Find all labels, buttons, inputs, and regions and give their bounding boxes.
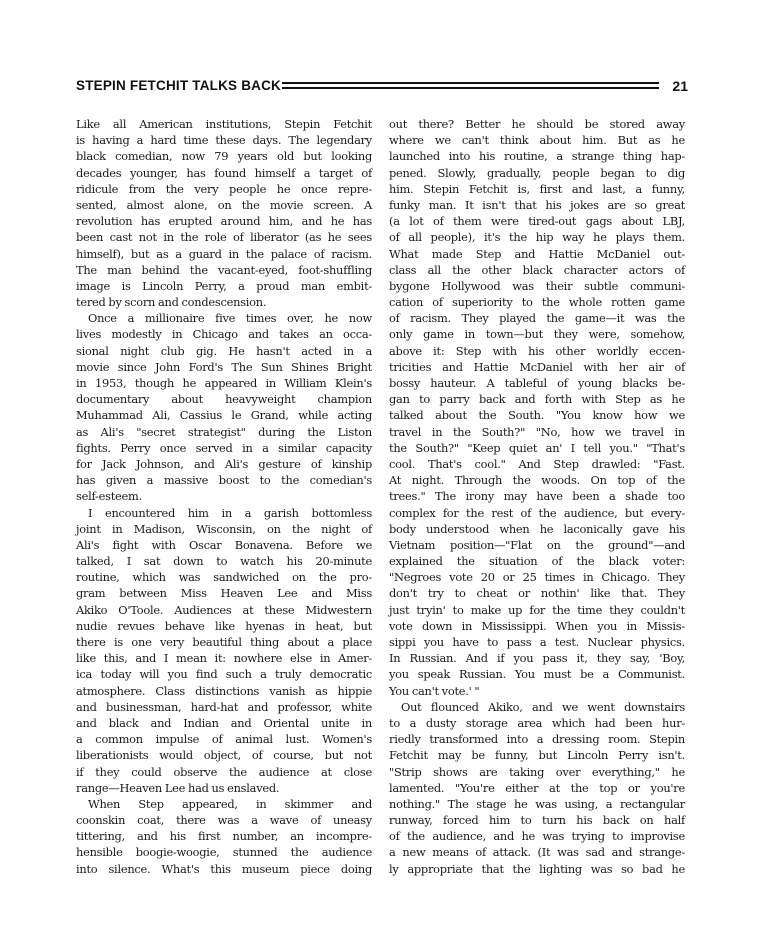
text-line: pened. Slowly, gradually, people began to dig	[389, 165, 685, 180]
header-double-rule	[282, 81, 659, 91]
text-line: talked, I sat down to watch his 20-minute	[76, 554, 372, 569]
text-line: tricities and Hattie McDaniel with her air of	[389, 359, 685, 374]
text-line: there is one very beautiful thing about a place	[76, 635, 372, 649]
header-rule-top	[282, 82, 659, 84]
text-line: I encountered him in a garish bottomless	[88, 505, 372, 520]
text-line: joint in Madison, Wisconsin, on the night of	[76, 521, 372, 536]
text-line: lamented. "You're either at the top or you're	[389, 780, 685, 795]
text-line: self-esteem.	[76, 489, 142, 504]
text-line: image is Lincoln Perry, a proud man embit-	[76, 278, 372, 293]
text-line: out there? Better he should be stored away	[389, 117, 685, 131]
text-line: talked about the South. "You know how we	[389, 408, 685, 423]
text-line: the South?" "Keep quiet an' I tell you." "That's	[389, 440, 685, 455]
text-line: in 1953, though he appeared in William Klein's	[76, 376, 372, 390]
text-line: routine, which was sandwiched on the pro-	[76, 570, 372, 585]
text-line: Muhammad Ali, Cassius le Grand, while acting	[76, 408, 372, 423]
text-line: a common impulse of animal lust. Women's	[76, 732, 372, 747]
text-line: explained the situation of the black voter:	[389, 554, 685, 569]
text-line: class all the other black character actors of	[389, 262, 685, 277]
text-line: runway, forced him to turn his back on half	[389, 813, 685, 828]
text-line: gram between Miss Heaven Lee and Miss	[76, 586, 372, 601]
text-line: him. Stepin Fetchit is, first and last, a funny,	[389, 181, 685, 196]
text-line: coonskin coat, there was a wave of uneasy	[76, 813, 372, 828]
text-line: At night. Through the woods. On top of the	[389, 473, 685, 488]
text-line: Vietnam position—"Flat on the ground"—and	[389, 537, 685, 552]
text-line: range—Heaven Lee had us enslaved.	[76, 780, 280, 795]
text-line: hensible boogie-woogie, stunned the audience	[76, 845, 372, 860]
text-line: ridicule from the very people he once repre-	[76, 181, 372, 196]
text-line: trees." The irony may have been a shade too	[389, 489, 685, 504]
text-line: Akiko O'Toole. Audiences at these Midwestern	[76, 602, 372, 617]
text-line: liberationists would object, of course, but not	[76, 748, 372, 763]
text-line: nothing." The stage he was using, a rectangular	[389, 796, 685, 811]
text-line: complex for the rest of the audience, but every-	[389, 505, 685, 520]
text-line: "Strip shows are taking over everything," he	[389, 764, 685, 779]
text-line: tered by scorn and condescension.	[76, 295, 267, 310]
text-line: as Ali's "secret strategist" during the Liston	[76, 424, 372, 439]
page-number: 21	[672, 78, 688, 94]
text-line: sented, almost alone, on the movie screen. A	[76, 197, 372, 212]
text-line: cation of superiority to the whole rotten game	[389, 295, 685, 310]
text-line: just tryin' to make up for the time they couldn't	[389, 602, 685, 617]
text-line: bossy hauteur. A tableful of young blacks be-	[389, 376, 685, 390]
text-line: You can't vote.' "	[389, 683, 480, 698]
text-line: been cast not in the role of liberator (as he sees	[76, 230, 372, 245]
text-line: travel in the South?" "No, how we travel in	[389, 424, 685, 439]
text-line: gan to parry back and forth with Step as he	[389, 392, 685, 407]
text-line: decades younger, has found himself a target of	[76, 165, 372, 180]
text-line: sional night club gig. He hasn't acted in a	[76, 343, 372, 358]
text-line: don't try to cheat or nothin' like that. They	[389, 586, 685, 601]
text-line: "Negroes vote 20 or 25 times in Chicago. They	[389, 570, 685, 585]
text-line: tittering, and his first number, an incompre-	[76, 829, 372, 844]
text-line: riedly transformed into a dressing room. Stepin	[389, 732, 685, 747]
text-line: Fetchit may be funny, but Lincoln Perry isn't.	[389, 748, 685, 763]
text-line: Out flounced Akiko, and we went downstairs	[401, 699, 685, 714]
text-line: above it: Step with his other worldly eccen-	[389, 343, 685, 358]
text-line: like this, and I mean it: nowhere else in Amer-	[76, 651, 372, 666]
text-line: The man behind the vacant-eyed, foot-shuffling	[76, 262, 372, 277]
text-line: Ali's fight with Oscar Bonavena. Before we	[76, 537, 372, 552]
text-line: movie since John Ford's The Sun Shines Bright	[76, 359, 372, 374]
header-rule-bottom	[282, 87, 659, 89]
text-line: bygone Hollywood was their subtle communi-	[389, 278, 685, 293]
text-line: only game in town—but they were, somehow,	[389, 327, 685, 342]
text-line: cool. That's cool." And Step drawled: "Fast.	[389, 456, 685, 471]
text-line: is having a hard time these days. The legendary	[76, 133, 372, 148]
text-line: himself), but as a guard in the palace of racism.	[76, 246, 372, 261]
text-line: Like all American institutions, Stepin Fetchit	[76, 117, 372, 131]
text-line: where we can't think about him. But as he	[389, 133, 685, 148]
text-line: vote down in Mississippi. When you in Missis-	[389, 618, 685, 633]
right-column	[389, 116, 685, 877]
text-line: you speak Russian. You must be a Communist.	[389, 667, 685, 682]
text-line: of all people), it's the hip way he plays them.	[389, 230, 685, 245]
text-line: and businessman, hard-hat and professor, white	[76, 699, 372, 714]
text-line: launched into his routine, a strange thing hap-	[389, 149, 685, 164]
text-line: nudie revues behave like hyenas in heat, but	[76, 618, 372, 633]
page-header	[76, 75, 688, 97]
text-line: body understood when he laconically gave his	[389, 521, 685, 536]
text-line: fights. Perry once served in a similar capacity	[76, 440, 372, 455]
text-line: to a dusty storage area which had been hur-	[389, 715, 685, 730]
text-line: documentary about heavyweight champion	[76, 392, 372, 407]
text-line: of racism. They played the game—it was the	[389, 311, 685, 326]
text-line: What made Step and Hattie McDaniel out-	[389, 246, 685, 261]
left-column	[76, 116, 372, 877]
text-line: lives modestly in Chicago and takes an occa-	[76, 327, 372, 342]
text-line: for Jack Johnson, and Ali's gesture of kinship	[76, 456, 372, 471]
text-line: Once a millionaire five times over, he now	[88, 311, 372, 326]
text-line: if they could observe the audience at close	[76, 764, 372, 779]
text-line: has given a massive boost to the comedian's	[76, 473, 372, 488]
running-head: STEPIN FETCHIT TALKS BACK	[76, 78, 281, 93]
text-line: revolution has erupted around him, and he has	[76, 214, 372, 229]
text-line: and black and Indian and Oriental unite in	[76, 715, 372, 730]
text-line: of the audience, and he was trying to improvise	[389, 829, 685, 844]
text-line: sippi you have to pass a test. Nuclear physics.	[389, 635, 685, 649]
text-line: In Russian. And if you pass it, they say, 'Boy,	[389, 651, 685, 666]
text-line: funky man. It isn't that his jokes are so great	[389, 197, 685, 212]
text-line: When Step appeared, in skimmer and	[88, 796, 372, 811]
text-line: ly appropriate that the lighting was so bad he	[389, 861, 685, 876]
text-line: into silence. What's this museum piece doing	[76, 861, 372, 876]
text-line: a new means of attack. (It was sad and strange-	[389, 845, 685, 860]
text-line: (a lot of them were tired-out gags about LBJ,	[389, 214, 685, 229]
text-line: ica today will you find such a truly democratic	[76, 667, 372, 682]
text-line: black comedian, now 79 years old but looking	[76, 149, 372, 164]
text-line: atmosphere. Class distinctions vanish as hippie	[76, 683, 372, 698]
